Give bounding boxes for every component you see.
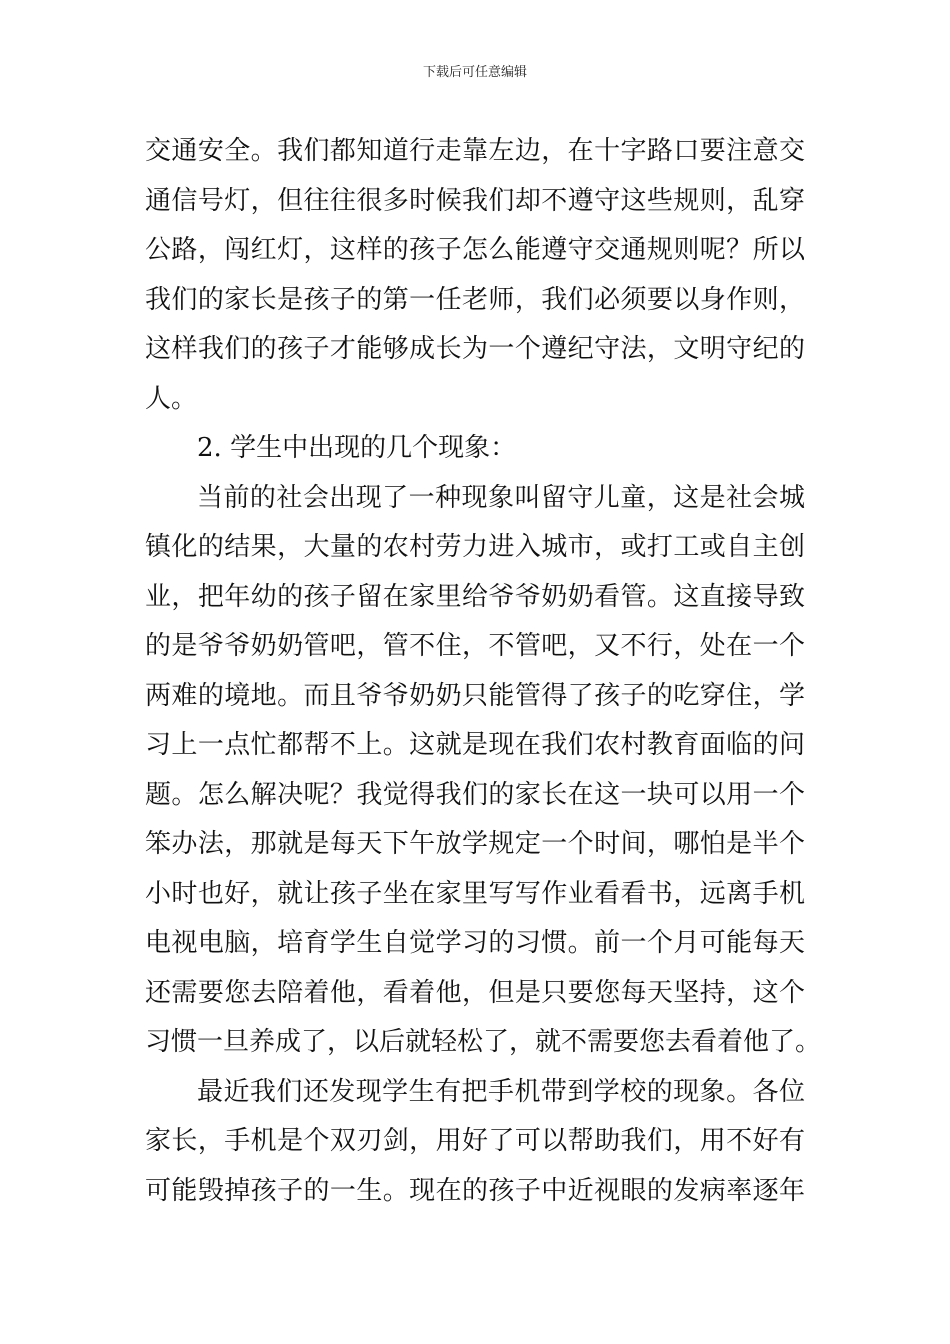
text-line: 镇化的结果，大量的农村劳力进入城市，或打工或自主创	[145, 532, 805, 562]
text-line: 两难的境地。而且爷爷奶奶只能管得了孩子的吃穿住，学	[145, 680, 805, 711]
text-line: 家长，手机是个双刃剑，用好了可以帮助我们，用不好有	[145, 1126, 805, 1156]
text-line: 电视电脑，培育学生自觉学习的习惯。前一个月可能每天	[145, 928, 805, 958]
text-line: 的是爷爷奶奶管吧，管不住，不管吧，又不行，处在一个	[145, 631, 805, 661]
text-line: 业，把年幼的孩子留在家里给爷爷奶奶看管。这直接导致	[145, 581, 805, 612]
text-line: 小时也好，就让孩子坐在家里写写作业看看书，远离手机	[145, 878, 805, 909]
text-line: 最近我们还发现学生有把手机带到学校的现象。各位	[197, 1076, 805, 1107]
text-line: 可能毁掉孩子的一生。现在的孩子中近视眼的发病率逐年	[145, 1175, 805, 1206]
text-line: 我们的家长是孩子的第一任老师，我们必须要以身作则，	[145, 284, 805, 315]
text-line: 习上一点忙都帮不上。这就是现在我们农村教育面临的问	[145, 730, 805, 760]
text-line: 笨办法，那就是每天下午放学规定一个时间，哪怕是半个	[145, 829, 805, 859]
page-header: 下载后可任意编辑	[422, 65, 527, 80]
text-line: 还需要您去陪着他，看着他，但是只要您每天坚持，这个	[145, 977, 805, 1008]
text-line: 2. 学生中出现的几个现象：	[197, 433, 517, 463]
text-line: 习惯一旦养成了，以后就轻松了，就不需要您去看着他了。	[145, 1027, 822, 1057]
text-line: 这样我们的孩子才能够成长为一个遵纪守法，文明守纪的	[145, 334, 805, 364]
text-line: 题。怎么解决呢？我觉得我们的家长在这一块可以用一个	[145, 779, 805, 810]
text-line: 交通安全。我们都知道行走靠左边，在十字路口要注意交	[145, 136, 805, 166]
text-line: 通信号灯，但往往很多时候我们却不遵守这些规则，乱穿	[145, 185, 805, 216]
text-line: 公路，闯红灯，这样的孩子怎么能遵守交通规则呢？所以	[145, 235, 805, 265]
text-line: 当前的社会出现了一种现象叫留守儿童，这是社会城	[197, 482, 805, 513]
text-line: 人。	[145, 383, 198, 414]
document-body	[145, 127, 822, 1216]
